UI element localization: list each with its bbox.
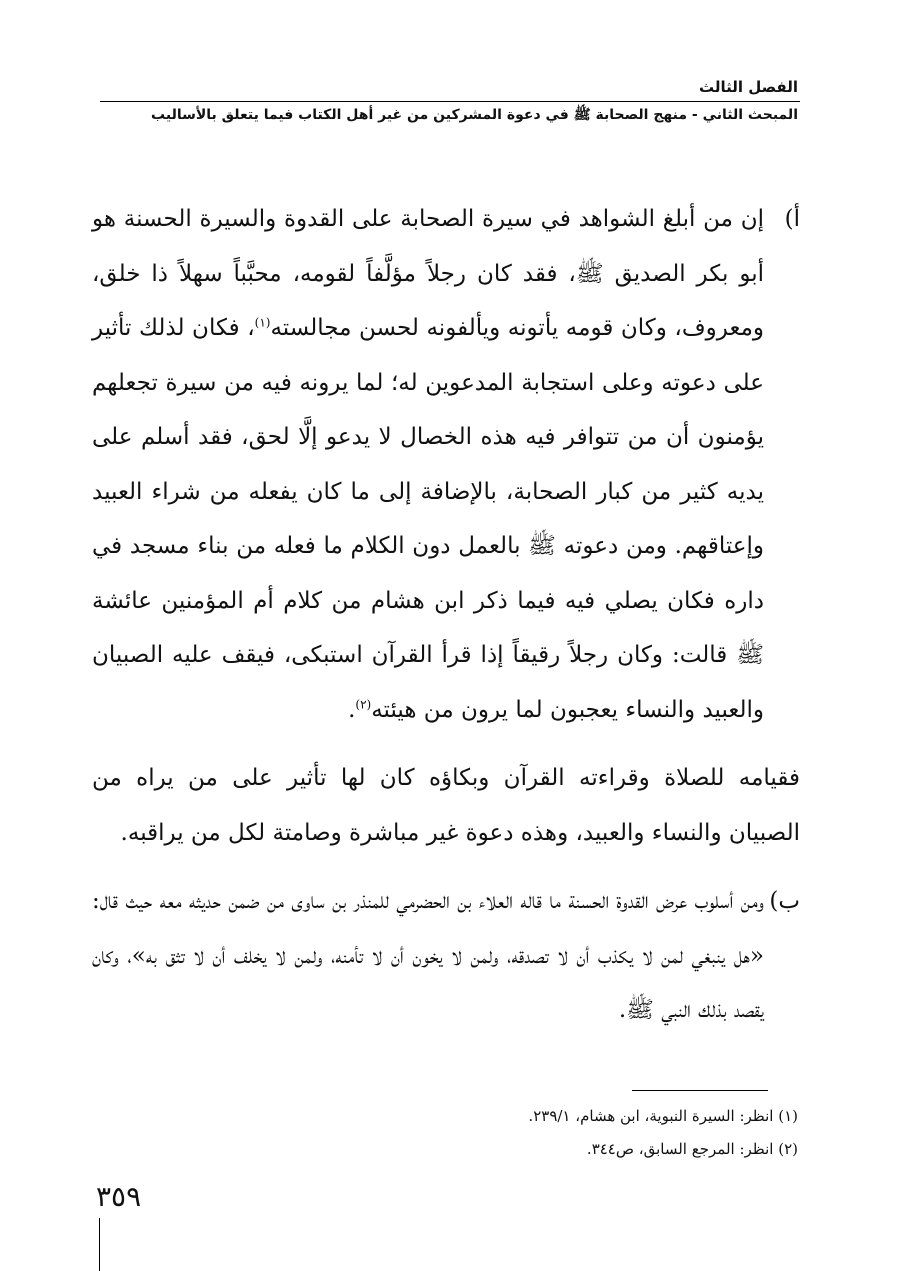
footnote-divider xyxy=(632,1090,768,1091)
footnote-1 xyxy=(528,1100,798,1133)
footnote-ref-2[interactable]: (٢) xyxy=(355,696,372,711)
margin-line xyxy=(99,1218,100,1271)
chapter-title: الفصل الثالث xyxy=(698,78,798,96)
item-a-text-2: ، فكان لذلك تأثير على دعوته وعلى استجابة المدعوين له؛ لما يرونه فيه من سيرة تجعلهم يؤمنون أن من تتوافر فيه هذه الخصال لا يدعو إلَّا لحق، فقد أسلم على يديه كثير من كبار الصحابة، بالإضافة إلى ما كان يفعله من شراء العبيد وإعتاقهم. ومن دعوته ﷺ بالعمل دون الكلام ما فعله من بناء مسجد في داره فكان يصلي فيه فيما ذكر ابن هشام من كلام أم المؤمنين عائشة ﷺ قالت: وكان رجلاً رقيقاً إذا قرأ القرآن استبكى، فيقف عليه الصبيان والعبيد والنساء يعجبون لما يرون من هيئته xyxy=(92,315,764,723)
footnote-number: (٢) xyxy=(778,1140,798,1158)
footnotes xyxy=(528,1100,798,1166)
item-a-text-1: إن من أبلغ الشواهد في سيرة الصحابة على القدوة والسيرة الحسنة هو أبو بكر الصديق ﷺ، فقد كان رجلاً مؤلَّفاً لقومه، محبَّباً سهلاً ذا خلق، ومعروف، وكان قومه يأتونه ويألفونه لحسن مجالسته xyxy=(92,206,764,341)
item-a-text-3: . xyxy=(348,696,356,723)
footnote-text: انظر: السيرة النبوية، ابن هشام، ٢٣٩/١. xyxy=(528,1107,774,1125)
header-divider xyxy=(100,101,800,102)
list-marker-a: أ) xyxy=(784,206,800,232)
footnote-number: (١) xyxy=(778,1107,798,1125)
list-item-a xyxy=(92,192,800,737)
paragraph: فقيامه للصلاة وقراءته القرآن وبكاؤه كان لها تأثير على من يراه من الصبيان والنساء والعبيد، وهذه دعوة غير مباشرة وصامتة لكل من يراقبه. xyxy=(92,765,800,846)
section-title: المبحث الثاني - منهج الصحابة ﷺ في دعوة المشركين من غير أهل الكتاب فيما يتعلق بالأساليب xyxy=(151,107,798,123)
list-item-b xyxy=(92,874,800,1038)
footnote-2 xyxy=(528,1133,798,1166)
footnote-ref-1[interactable]: (١) xyxy=(254,315,271,330)
item-b-text: ومن أسلوب عرض القدوة الحسنة ما قاله العلاء بن الحضرمي للمنذر بن ساوى من ضمن حديثه معه حيث قال: «هل ينبغي لمن لا يكذب أن لا تصدقه، ولمن لا يخون أن لا تأمنه، ولمن لا يخلف أن لا تثق به»، وكان يقصد بذلك النبي ﷺ. xyxy=(92,888,764,1023)
page-body xyxy=(92,192,800,1038)
page-number: ٣٥٩ xyxy=(96,1180,142,1213)
footnote-text: انظر: المرجع السابق، ص٣٤٤. xyxy=(586,1140,774,1158)
list-marker-b: ب) xyxy=(769,888,800,914)
